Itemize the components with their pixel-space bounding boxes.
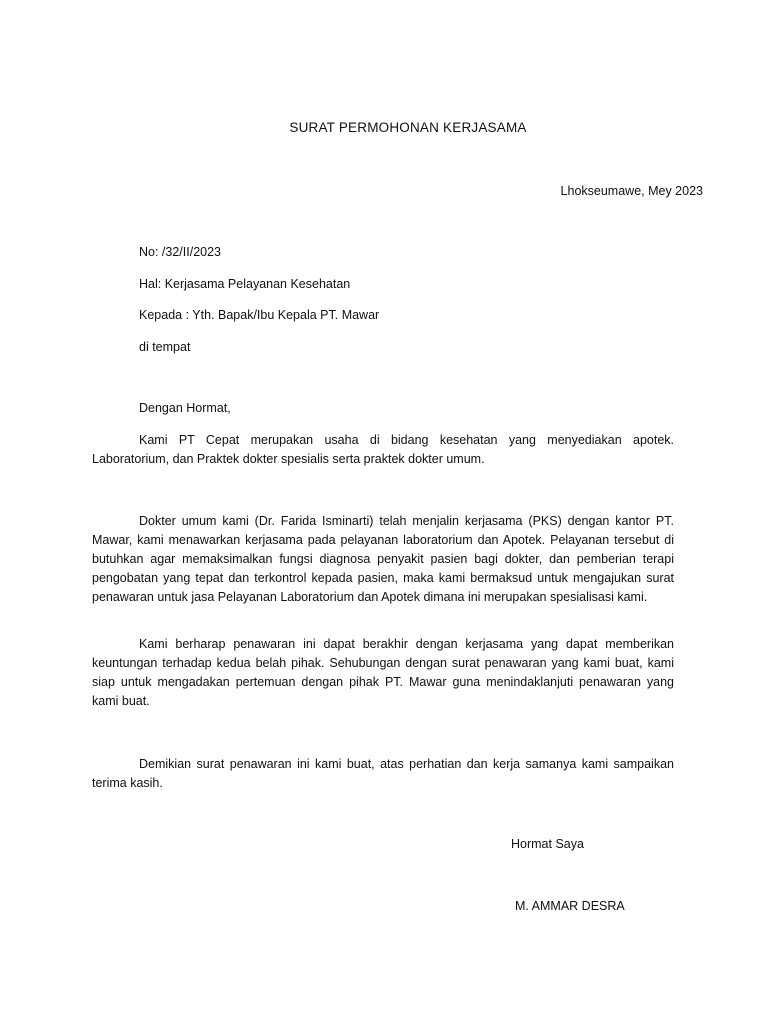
paragraph-4-text: Demikian surat penawaran ini kami buat, atas perhatian dan kerja samanya kami sampaikan terima kasih. [92,757,674,790]
paragraph-2 [92,512,674,607]
signatory-name: M. AMMAR DESRA [515,899,625,913]
paragraph-3 [92,635,674,711]
letter-recipient: Kepada : Yth. Bapak/Ibu Kepala PT. Mawar [139,308,380,322]
closing-salutation: Hormat Saya [511,837,584,851]
paragraph-3-text: Kami berharap penawaran ini dapat berakhir dengan kerjasama yang dapat memberikan keuntungan terhadap kedua belah pihak. Sehubungan dengan surat penawaran yang kami buat, kami siap untuk mengadakan pertemuan dengan pihak PT. Mawar guna menindaklanjuti penawaran yang kami buat. [92,637,674,708]
recipient-location: di tempat [139,340,191,354]
place-date: Lhokseumawe, Mey 2023 [560,184,703,198]
paragraph-1-text: Kami PT Cepat merupakan usaha di bidang kesehatan yang menyediakan apotek. Laboratorium, dan Praktek dokter spesialis serta praktek dokter umum. [92,433,674,466]
greeting: Dengan Hormat, [139,401,231,415]
paragraph-4 [92,755,674,793]
paragraph-1 [92,431,674,469]
letter-number: No: /32/II/2023 [139,245,222,259]
paragraph-2-text: Dokter umum kami (Dr. Farida Isminarti) telah menjalin kerjasama (PKS) dengan kantor PT. Mawar, kami menawarkan kerjasama pada pelayanan laboratorium dan Apotek. Pelayanan tersebut di butuhkan agar memaksimalkan fungsi diagnosa penyakit pasien bagi dokter, dan pemberian terapi pengobatan yang tepat dan terkontrol kepada pasien, maka kami bermaksud untuk mengajukan surat penawaran untuk jasa Pelayanan Laboratorium dan Apotek dimana ini merupakan spesialisasi kami. [92,514,674,604]
letter-title: SURAT PERMOHONAN KERJASAMA [289,120,527,135]
letter-subject: Hal: Kerjasama Pelayanan Kesehatan [139,277,351,291]
